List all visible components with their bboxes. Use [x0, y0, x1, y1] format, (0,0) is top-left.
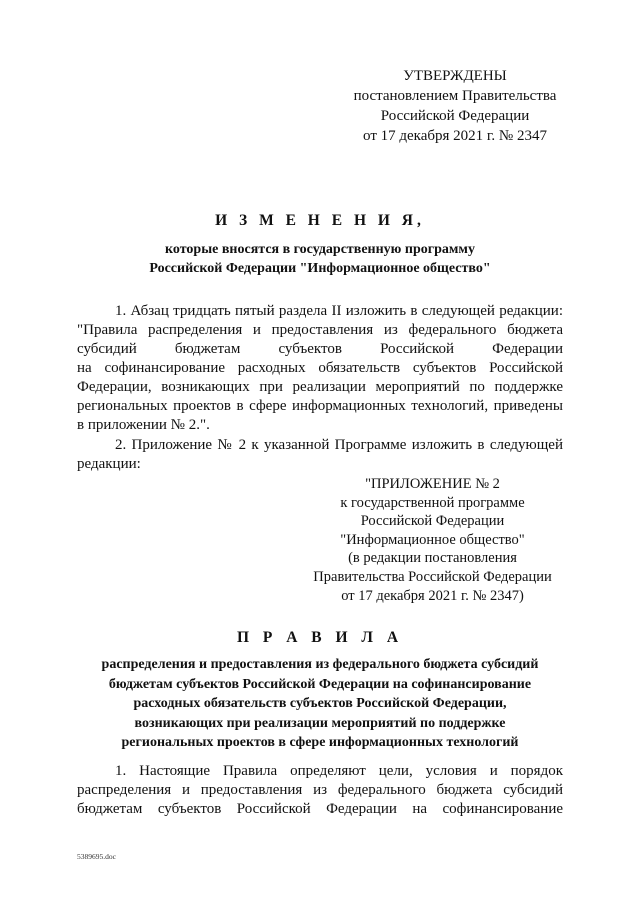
paragraph-line: "Правила распределения и предоставления из федерального бюджета [77, 322, 563, 338]
paragraph-line: региональных проектов в сфере информационных технологий, приведены [77, 398, 563, 414]
paragraph-line: 1. Абзац тридцать пятый раздела II изложить в следующей редакции: [115, 303, 563, 319]
appendix-line: (в редакции постановления [348, 550, 517, 567]
changes-subtitle [0, 240, 640, 278]
changes-heading: И З М Е Н Е Н И Я, [215, 212, 425, 229]
rules-subtitle-line: возникающих при реализации мероприятий по поддержке [134, 715, 506, 731]
appendix-line: "Информационное общество" [340, 531, 525, 548]
paragraph-1 [77, 302, 563, 435]
appendix-line: Российской Федерации [360, 513, 505, 530]
paragraph-3 [77, 762, 563, 819]
approval-date: от 17 декабря 2021 г. № 2347 [363, 128, 547, 144]
rules-subtitle [60, 655, 580, 753]
appendix-date: от 17 декабря 2021 г. № 2347) [341, 587, 524, 604]
appendix-title: "ПРИЛОЖЕНИЕ № 2 [365, 476, 500, 492]
paragraph-2 [77, 436, 563, 474]
changes-subtitle-line: которые вносятся в государственную программу [165, 242, 475, 257]
rules-subtitle-line: расходных обязательств субъектов Российской Федерации, [133, 696, 507, 711]
rules-heading: П Р А В И Л А [236, 629, 404, 646]
approval-title: УТВЕРЖДЕНЫ [403, 68, 507, 84]
approval-line: постановлением Правительства [353, 88, 557, 104]
file-name-footer: 5389695.doc [77, 852, 116, 861]
approval-block [340, 66, 570, 146]
approval-line: Российской Федерации [380, 108, 530, 124]
paragraph-line: на софинансирование расходных обязательств субъектов Российской [77, 360, 563, 376]
appendix-line: к государственной программе [340, 494, 525, 511]
appendix-block [300, 475, 565, 605]
rules-subtitle-line: распределения и предоставления из федерального бюджета субсидий [101, 657, 539, 672]
paragraph-line: субсидий бюджетам субъектов Российской Федерации [77, 341, 563, 357]
rules-subtitle-line: региональных проектов в сфере информационных технологий [121, 735, 519, 750]
paragraph-line: редакции: [77, 456, 141, 472]
paragraph-line: Федерации, возникающих при реализации мероприятий по поддержке [77, 379, 563, 395]
paragraph-line: 2. Приложение № 2 к указанной Программе изложить в следующей [115, 437, 563, 453]
paragraph-line: бюджетам субъектов Российской Федерации на софинансирование [77, 801, 563, 817]
appendix-line: Правительства Российской Федерации [313, 568, 552, 585]
changes-subtitle-line: Российской Федерации "Информационное общество" [149, 261, 491, 276]
paragraph-line: распределения и предоставления из федерального бюджета субсидий [77, 782, 563, 798]
paragraph-line: в приложении № 2.". [77, 417, 210, 433]
rules-subtitle-line: бюджетам субъектов Российской Федерации на софинансирование [108, 676, 532, 692]
paragraph-line: 1. Настоящие Правила определяют цели, условия и порядок [115, 763, 563, 779]
